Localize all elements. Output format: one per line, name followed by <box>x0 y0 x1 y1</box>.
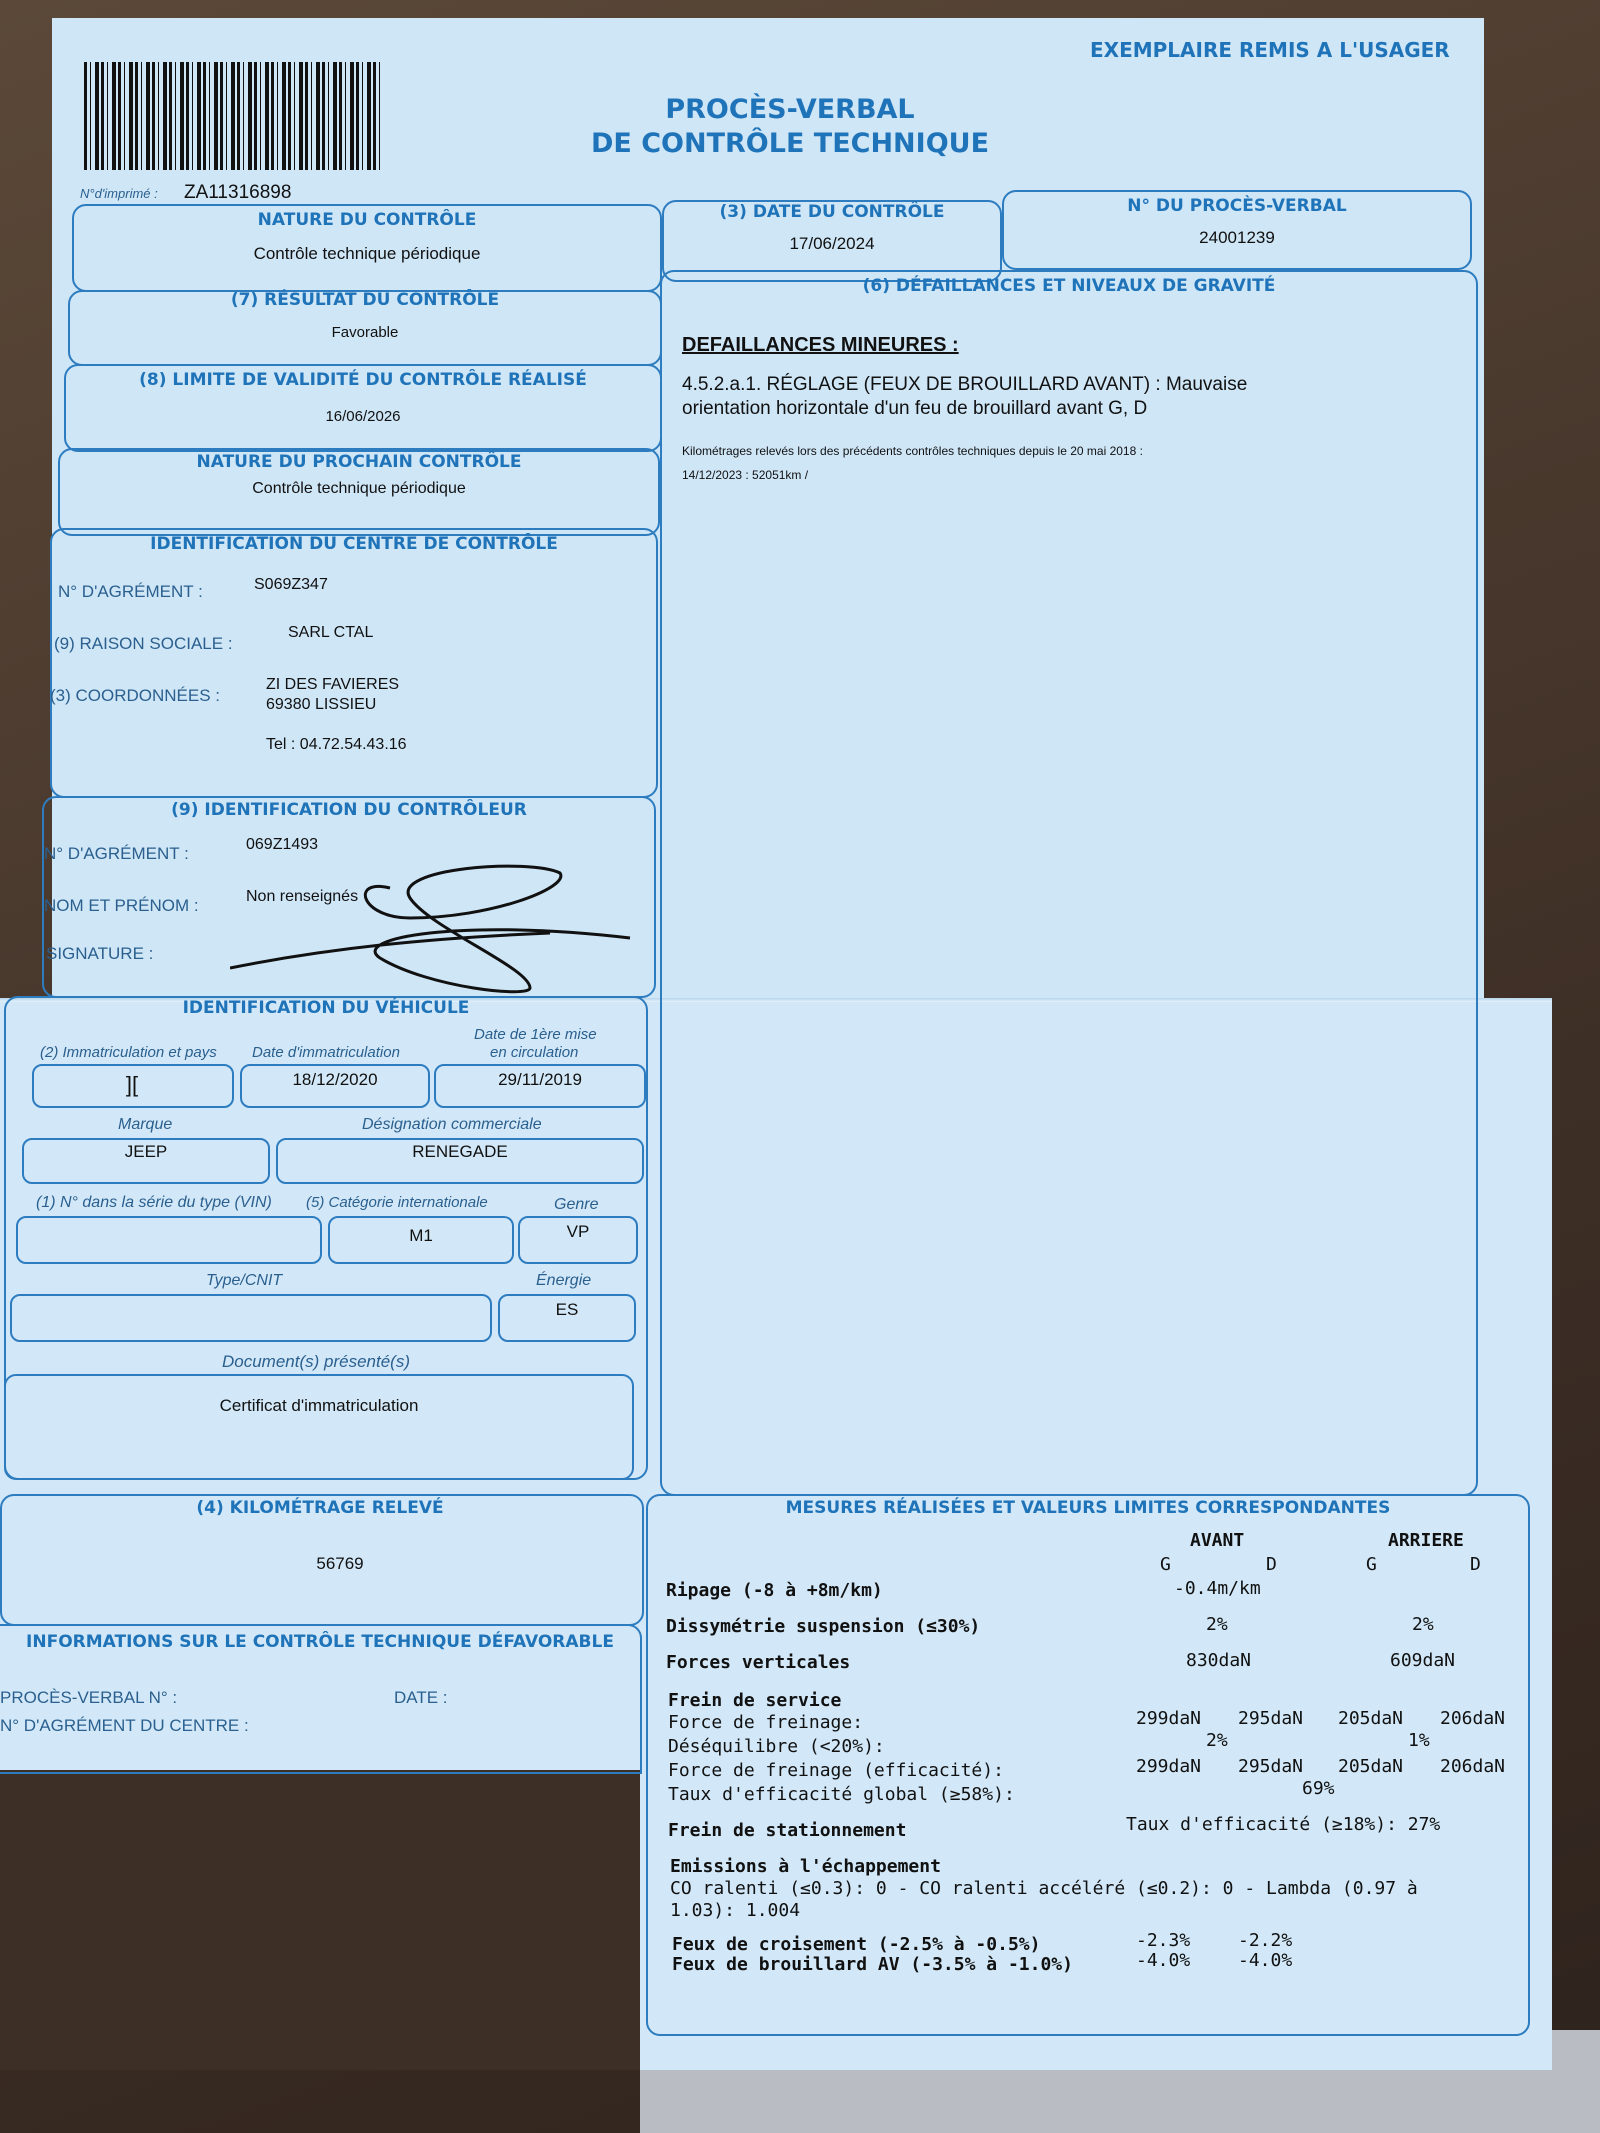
force-freinage-value: 299daN <box>1136 1708 1202 1729</box>
controleur-agrement-label: N° D'AGRÉMENT : <box>44 844 189 863</box>
barcode <box>84 62 384 170</box>
controleur-nom-label: NOM ET PRÉNOM : <box>44 896 199 915</box>
result-value: Favorable <box>331 324 399 341</box>
date-immat-value: 18/12/2020 <box>292 1070 378 1089</box>
immat-label: (2) Immatriculation et pays <box>40 1044 217 1061</box>
first-circ-label2: en circulation <box>490 1044 579 1061</box>
defavorable-title: INFORMATIONS SUR LE CONTRÔLE TECHNIQUE DÉFAVORABLE <box>26 1632 614 1652</box>
energie-label: Énergie <box>536 1272 592 1289</box>
km-title: (4) KILOMÉTRAGE RELEVÉ <box>196 1498 444 1518</box>
vehicle-title: IDENTIFICATION DU VÉHICULE <box>182 998 470 1018</box>
forces-label: Forces verticales <box>666 1652 851 1673</box>
validity-value: 16/06/2026 <box>325 408 401 425</box>
centre-tel: Tel : 04.72.54.43.16 <box>266 736 407 753</box>
desequilibre-arriere: 1% <box>1408 1730 1430 1751</box>
force-eff-value: 295daN <box>1238 1756 1304 1777</box>
brouillard-value: -4.0% <box>1136 1950 1191 1971</box>
dissym-avant: 2% <box>1206 1614 1228 1635</box>
croisement-value: -2.2% <box>1238 1930 1293 1951</box>
centre-raison-value: SARL CTAL <box>288 624 374 641</box>
controleur-nom-value: Non renseignés <box>246 888 359 905</box>
centre-agrement-label: N° D'AGRÉMENT : <box>58 582 203 601</box>
marque-value: JEEP <box>124 1142 168 1161</box>
type-field <box>10 1294 492 1342</box>
centre-address1: ZI DES FAVIERES <box>266 676 400 693</box>
documents-label: Document(s) présenté(s) <box>222 1352 411 1371</box>
categorie-value: M1 <box>409 1226 433 1245</box>
emissions-label: Emissions à l'échappement <box>670 1856 941 1877</box>
copy-label: EXEMPLAIRE REMIS A L'USAGER <box>1090 38 1450 62</box>
controleur-title: (9) IDENTIFICATION DU CONTRÔLEUR <box>171 800 527 820</box>
controleur-agrement-value: 069Z1493 <box>246 836 319 853</box>
defaillances-title: (6) DÉFAILLANCES ET NIVEAUX DE GRAVITÉ <box>862 276 1276 296</box>
mesures-title: MESURES RÉALISÉES ET VALEURS LIMITES CORRESPONDANTES <box>785 1498 1391 1518</box>
documents-field <box>4 1374 634 1480</box>
vin-label: (1) N° dans la série du type (VIN) <box>36 1194 272 1211</box>
documents-value: Certificat d'immatriculation <box>219 1396 419 1415</box>
genre-label: Genre <box>554 1196 599 1213</box>
printed-no-label: N°d'imprimé : <box>80 186 158 201</box>
emissions-line2: 1.03): 1.004 <box>670 1900 801 1921</box>
force-freinage-value: 295daN <box>1238 1708 1304 1729</box>
defaillance-item-line1: 4.5.2.a.1. RÉGLAGE (FEUX DE BROUILLARD AVANT) : Mauvaise <box>682 374 1248 395</box>
energie-value: ES <box>555 1300 579 1319</box>
force-freinage-value: 206daN <box>1440 1708 1506 1729</box>
designation-label: Désignation commerciale <box>362 1116 542 1133</box>
frein-stat-label: Frein de stationnement <box>668 1820 907 1841</box>
avant-d: D <box>1266 1554 1277 1575</box>
date-value: 17/06/2024 <box>789 234 875 253</box>
ripage-label: Ripage (-8 à +8m/km) <box>666 1580 883 1601</box>
signature-scribble <box>230 858 650 998</box>
avant-header: AVANT <box>1190 1530 1245 1551</box>
km-note-line2: 14/12/2023 : 52051km / <box>682 468 809 482</box>
desequilibre-label: Déséquilibre (<20%): <box>668 1736 885 1757</box>
taux-global-value: 69% <box>1302 1778 1335 1799</box>
next-value: Contrôle technique périodique <box>252 480 466 497</box>
nature-value: Contrôle technique périodique <box>253 244 481 263</box>
defavorable-pv-label: PROCÈS-VERBAL N° : <box>0 1688 178 1707</box>
force-freinage-label: Force de freinage: <box>668 1712 864 1733</box>
frein-service-label: Frein de service <box>668 1690 842 1711</box>
brouillard-value: -4.0% <box>1238 1950 1293 1971</box>
croisement-label: Feux de croisement (-2.5% à -0.5%) <box>672 1934 1041 1955</box>
forces-arriere: 609daN <box>1390 1650 1456 1671</box>
first-circ-value: 29/11/2019 <box>498 1070 582 1089</box>
dissym-label: Dissymétrie suspension (≤30%) <box>666 1616 981 1637</box>
ripage-value: -0.4m/km <box>1174 1578 1261 1599</box>
frein-stat-value: Taux d'efficacité (≥18%): 27% <box>1126 1814 1441 1835</box>
defavorable-agrement-label: N° D'AGRÉMENT DU CENTRE : <box>0 1716 249 1735</box>
date-title: (3) DATE DU CONTRÔLE <box>719 202 945 222</box>
categorie-label: (5) Catégorie internationale <box>306 1194 488 1211</box>
next-title: NATURE DU PROCHAIN CONTRÔLE <box>196 452 522 472</box>
pv-title: N° DU PROCÈS-VERBAL <box>1127 196 1347 216</box>
arriere-header: ARRIERE <box>1388 1530 1464 1551</box>
validity-title: (8) LIMITE DE VALIDITÉ DU CONTRÔLE RÉALISÉ <box>139 370 587 390</box>
date-immat-label: Date d'immatriculation <box>252 1044 400 1061</box>
first-circ-label1: Date de 1ère mise <box>474 1026 597 1043</box>
genre-value: VP <box>566 1222 590 1241</box>
defaillances-heading: DEFAILLANCES MINEURES : <box>682 334 959 356</box>
centre-title: IDENTIFICATION DU CENTRE DE CONTRÔLE <box>150 534 558 554</box>
marque-label: Marque <box>118 1116 173 1133</box>
dissym-arriere: 2% <box>1412 1614 1434 1635</box>
desequilibre-avant: 2% <box>1206 1730 1228 1751</box>
designation-value: RENEGADE <box>412 1142 508 1161</box>
sheet-torn-corner <box>0 1770 640 2070</box>
vin-field <box>16 1216 322 1264</box>
taux-global-label: Taux d'efficacité global (≥58%): <box>668 1784 1015 1805</box>
force-eff-label: Force de freinage (efficacité): <box>668 1760 1004 1781</box>
result-title: (7) RÉSULTAT DU CONTRÔLE <box>230 290 500 310</box>
centre-raison-label: (9) RAISON SOCIALE : <box>54 634 233 653</box>
brouillard-label: Feux de brouillard AV (-3.5% à -1.0%) <box>672 1954 1073 1975</box>
arriere-g: G <box>1366 1554 1377 1575</box>
arriere-d: D <box>1470 1554 1481 1575</box>
printed-no-value: ZA11316898 <box>184 182 292 203</box>
centre-agrement-value: S069Z347 <box>254 576 328 593</box>
km-note-line1: Kilométrages relevés lors des précédents contrôles techniques depuis le 20 mai 2018 : <box>682 444 1143 458</box>
signature-label: SIGNATURE : <box>46 944 154 963</box>
nature-title: NATURE DU CONTRÔLE <box>257 210 477 230</box>
immat-value: ][ <box>125 1072 139 1097</box>
forces-avant: 830daN <box>1186 1650 1252 1671</box>
km-value: 56769 <box>316 1554 364 1573</box>
type-label: Type/CNIT <box>206 1272 283 1289</box>
force-eff-value: 205daN <box>1338 1756 1404 1777</box>
force-eff-value: 206daN <box>1440 1756 1506 1777</box>
emissions-line1: CO ralenti (≤0.3): 0 - CO ralenti accéléré (≤0.2): 0 - Lambda (0.97 à <box>670 1878 1418 1899</box>
defaillance-item-line2: orientation horizontale d'un feu de brouillard avant G, D <box>682 398 1148 419</box>
force-freinage-value: 205daN <box>1338 1708 1404 1729</box>
title-line1: PROCÈS-VERBAL <box>665 94 915 125</box>
defavorable-date-label: DATE : <box>394 1688 448 1707</box>
centre-address2: 69380 LISSIEU <box>266 696 377 713</box>
pv-value: 24001239 <box>1199 228 1275 247</box>
force-eff-value: 299daN <box>1136 1756 1202 1777</box>
title-line2: DE CONTRÔLE TECHNIQUE <box>590 128 990 159</box>
croisement-value: -2.3% <box>1136 1930 1191 1951</box>
centre-coord-label: (3) COORDONNÉES : <box>50 686 221 705</box>
centre-box <box>50 528 658 798</box>
avant-g: G <box>1160 1554 1171 1575</box>
